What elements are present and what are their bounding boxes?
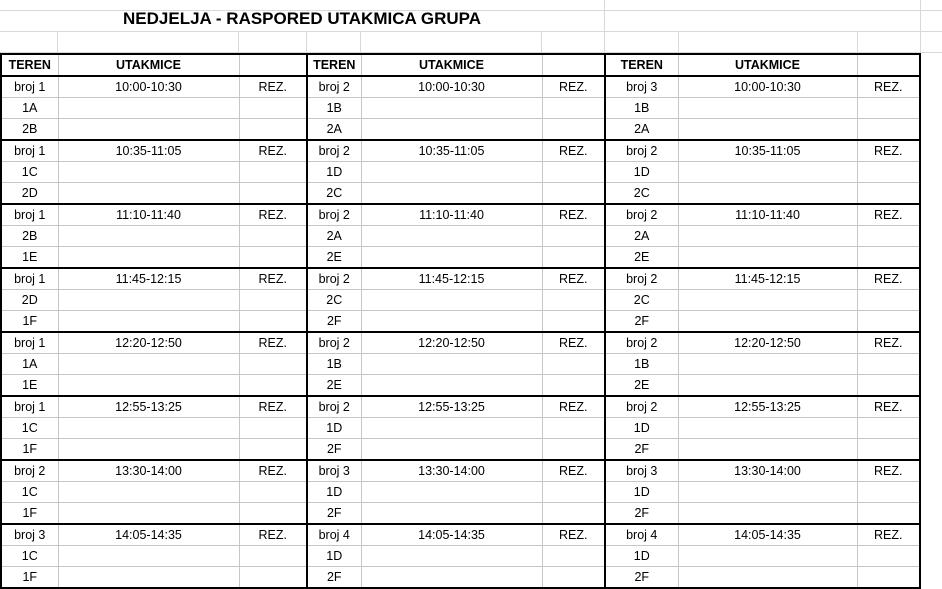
rez-label-cell[interactable]: REZ. xyxy=(542,204,605,226)
match-row-team1 xyxy=(1,98,920,119)
match-cell[interactable] xyxy=(58,98,239,119)
team-cell[interactable]: 1A xyxy=(1,354,58,375)
time-cell[interactable]: 11:45-12:15 xyxy=(58,268,239,290)
match-row-team1 xyxy=(1,162,920,183)
time-cell[interactable]: 14:05-14:35 xyxy=(678,524,857,546)
match-cell[interactable] xyxy=(678,354,857,375)
team-cell[interactable]: 2E xyxy=(307,375,361,397)
team-cell[interactable]: 2C xyxy=(307,183,361,205)
score-cell[interactable] xyxy=(239,375,307,397)
match-cell[interactable] xyxy=(361,503,542,525)
court-cell[interactable]: broj 2 xyxy=(605,332,678,354)
match-cell[interactable] xyxy=(361,162,542,183)
header-utakmice[interactable]: UTAKMICE xyxy=(361,54,542,76)
match-row-team2 xyxy=(1,311,920,333)
court-cell[interactable]: broj 2 xyxy=(307,332,361,354)
match-cell[interactable] xyxy=(58,162,239,183)
rez-label-cell[interactable]: REZ. xyxy=(239,460,307,482)
rez-label-cell[interactable]: REZ. xyxy=(239,76,307,98)
score-cell[interactable] xyxy=(857,119,920,141)
team-cell[interactable]: 2E xyxy=(605,375,678,397)
score-cell[interactable] xyxy=(542,226,605,247)
score-cell[interactable] xyxy=(542,439,605,461)
score-cell[interactable] xyxy=(857,354,920,375)
team-cell[interactable]: 1C xyxy=(1,546,58,567)
team-cell[interactable]: 2C xyxy=(605,290,678,311)
court-cell[interactable]: broj 2 xyxy=(1,460,58,482)
match-row-court xyxy=(1,268,920,290)
match-row-court xyxy=(1,332,920,354)
court-cell[interactable]: broj 3 xyxy=(1,524,58,546)
team-cell[interactable]: 1C xyxy=(1,162,58,183)
match-cell[interactable] xyxy=(58,503,239,525)
team-cell[interactable]: 1B xyxy=(307,98,361,119)
match-row-court xyxy=(1,204,920,226)
court-cell[interactable]: broj 2 xyxy=(307,76,361,98)
time-cell[interactable]: 13:30-14:00 xyxy=(678,460,857,482)
score-cell[interactable] xyxy=(857,98,920,119)
match-cell[interactable] xyxy=(361,226,542,247)
match-cell[interactable] xyxy=(678,439,857,461)
match-cell[interactable] xyxy=(361,439,542,461)
rez-label-cell[interactable]: REZ. xyxy=(239,332,307,354)
score-cell[interactable] xyxy=(542,98,605,119)
court-cell[interactable]: broj 4 xyxy=(307,524,361,546)
score-cell[interactable] xyxy=(239,247,307,269)
team-cell[interactable]: 1C xyxy=(1,418,58,439)
team-cell[interactable]: 2F xyxy=(307,567,361,589)
team-cell[interactable]: 2F xyxy=(605,439,678,461)
match-cell[interactable] xyxy=(58,546,239,567)
court-cell[interactable]: broj 2 xyxy=(307,396,361,418)
court-cell[interactable]: broj 2 xyxy=(605,140,678,162)
team-cell[interactable]: 2F xyxy=(307,503,361,525)
team-cell[interactable]: 1D xyxy=(605,162,678,183)
match-cell[interactable] xyxy=(361,183,542,205)
match-row-team1 xyxy=(1,546,920,567)
match-cell[interactable] xyxy=(678,226,857,247)
rez-label-cell[interactable]: REZ. xyxy=(857,204,920,226)
score-cell[interactable] xyxy=(542,162,605,183)
match-cell[interactable] xyxy=(361,119,542,141)
team-cell[interactable]: 2E xyxy=(307,247,361,269)
score-cell[interactable] xyxy=(239,354,307,375)
time-cell[interactable]: 10:35-11:05 xyxy=(58,140,239,162)
match-cell[interactable] xyxy=(58,418,239,439)
team-cell[interactable]: 2E xyxy=(605,247,678,269)
time-cell[interactable]: 10:00-10:30 xyxy=(678,76,857,98)
match-cell[interactable] xyxy=(58,567,239,589)
court-cell[interactable]: broj 1 xyxy=(1,396,58,418)
time-cell[interactable]: 12:55-13:25 xyxy=(361,396,542,418)
team-cell[interactable]: 1D xyxy=(605,546,678,567)
match-cell[interactable] xyxy=(58,375,239,397)
rez-label-cell[interactable]: REZ. xyxy=(542,396,605,418)
team-cell[interactable]: 2C xyxy=(307,290,361,311)
match-cell[interactable] xyxy=(58,290,239,311)
team-cell[interactable]: 1E xyxy=(1,375,58,397)
match-cell[interactable] xyxy=(58,354,239,375)
team-cell[interactable]: 2D xyxy=(1,290,58,311)
court-cell[interactable]: broj 3 xyxy=(605,460,678,482)
score-cell[interactable] xyxy=(239,546,307,567)
score-cell[interactable] xyxy=(542,183,605,205)
team-cell[interactable]: 1F xyxy=(1,503,58,525)
team-cell[interactable]: 2F xyxy=(307,439,361,461)
match-row-team2 xyxy=(1,567,920,589)
time-cell[interactable]: 12:20-12:50 xyxy=(58,332,239,354)
score-cell[interactable] xyxy=(542,119,605,141)
court-cell[interactable]: broj 1 xyxy=(1,268,58,290)
rez-label-cell[interactable]: REZ. xyxy=(542,524,605,546)
rez-label-cell[interactable]: REZ. xyxy=(542,332,605,354)
team-cell[interactable]: 2C xyxy=(605,183,678,205)
match-row-court xyxy=(1,140,920,162)
team-cell[interactable]: 1F xyxy=(1,567,58,589)
rez-label-cell[interactable]: REZ. xyxy=(857,396,920,418)
team-cell[interactable]: 1F xyxy=(1,311,58,333)
score-cell[interactable] xyxy=(857,567,920,589)
team-cell[interactable]: 2F xyxy=(605,503,678,525)
rez-label-cell[interactable]: REZ. xyxy=(857,268,920,290)
score-cell[interactable] xyxy=(857,290,920,311)
court-cell[interactable]: broj 1 xyxy=(1,332,58,354)
team-cell[interactable]: 2F xyxy=(605,567,678,589)
court-cell[interactable]: broj 1 xyxy=(1,204,58,226)
time-cell[interactable]: 12:20-12:50 xyxy=(361,332,542,354)
time-cell[interactable]: 10:00-10:30 xyxy=(361,76,542,98)
team-cell[interactable]: 1D xyxy=(605,482,678,503)
score-cell[interactable] xyxy=(857,162,920,183)
rez-label-cell[interactable]: REZ. xyxy=(857,524,920,546)
rez-label-cell[interactable]: REZ. xyxy=(542,268,605,290)
score-cell[interactable] xyxy=(857,503,920,525)
match-cell[interactable] xyxy=(678,247,857,269)
score-cell[interactable] xyxy=(239,503,307,525)
score-cell[interactable] xyxy=(542,311,605,333)
team-cell[interactable]: 1E xyxy=(1,247,58,269)
match-cell[interactable] xyxy=(361,247,542,269)
score-cell[interactable] xyxy=(239,290,307,311)
score-cell[interactable] xyxy=(542,247,605,269)
score-cell[interactable] xyxy=(239,119,307,141)
header-utakmice[interactable]: UTAKMICE xyxy=(58,54,239,76)
score-cell[interactable] xyxy=(239,482,307,503)
time-cell[interactable]: 12:20-12:50 xyxy=(678,332,857,354)
match-row-team1 xyxy=(1,226,920,247)
header-teren[interactable]: TEREN xyxy=(1,54,58,76)
team-cell[interactable]: 2F xyxy=(605,311,678,333)
match-cell[interactable] xyxy=(58,311,239,333)
match-cell[interactable] xyxy=(58,439,239,461)
match-row-team1 xyxy=(1,482,920,503)
court-cell[interactable]: broj 2 xyxy=(307,140,361,162)
match-row-team2 xyxy=(1,119,920,141)
time-cell[interactable]: 10:00-10:30 xyxy=(58,76,239,98)
match-cell[interactable] xyxy=(361,418,542,439)
score-cell[interactable] xyxy=(542,546,605,567)
match-cell[interactable] xyxy=(678,418,857,439)
time-cell[interactable]: 11:45-12:15 xyxy=(361,268,542,290)
header-blank[interactable] xyxy=(239,54,307,76)
court-cell[interactable]: broj 2 xyxy=(307,204,361,226)
court-cell[interactable]: broj 4 xyxy=(605,524,678,546)
match-row-team2 xyxy=(1,183,920,205)
score-cell[interactable] xyxy=(857,311,920,333)
match-cell[interactable] xyxy=(361,546,542,567)
team-cell[interactable]: 1D xyxy=(307,482,361,503)
score-cell[interactable] xyxy=(239,567,307,589)
header-teren[interactable]: TEREN xyxy=(605,54,678,76)
time-cell[interactable]: 11:10-11:40 xyxy=(361,204,542,226)
score-cell[interactable] xyxy=(542,290,605,311)
time-cell[interactable]: 12:55-13:25 xyxy=(58,396,239,418)
score-cell[interactable] xyxy=(857,226,920,247)
rez-label-cell[interactable]: REZ. xyxy=(857,460,920,482)
team-cell[interactable]: 1B xyxy=(307,354,361,375)
rez-label-cell[interactable]: REZ. xyxy=(239,268,307,290)
score-cell[interactable] xyxy=(542,567,605,589)
team-cell[interactable]: 1D xyxy=(307,546,361,567)
score-cell[interactable] xyxy=(542,418,605,439)
score-cell[interactable] xyxy=(857,247,920,269)
time-cell[interactable]: 13:30-14:00 xyxy=(58,460,239,482)
match-cell[interactable] xyxy=(678,162,857,183)
team-cell[interactable]: 2A xyxy=(605,226,678,247)
match-cell[interactable] xyxy=(678,98,857,119)
time-cell[interactable]: 13:30-14:00 xyxy=(361,460,542,482)
header-utakmice[interactable]: UTAKMICE xyxy=(678,54,857,76)
header-teren[interactable]: TEREN xyxy=(307,54,361,76)
match-cell[interactable] xyxy=(678,119,857,141)
score-cell[interactable] xyxy=(239,98,307,119)
rez-label-cell[interactable]: REZ. xyxy=(239,396,307,418)
team-cell[interactable]: 2F xyxy=(307,311,361,333)
court-cell[interactable]: broj 1 xyxy=(1,140,58,162)
time-cell[interactable]: 11:10-11:40 xyxy=(678,204,857,226)
score-cell[interactable] xyxy=(239,418,307,439)
team-cell[interactable]: 2D xyxy=(1,183,58,205)
match-row-team2 xyxy=(1,247,920,269)
match-cell[interactable] xyxy=(58,119,239,141)
time-cell[interactable]: 12:55-13:25 xyxy=(678,396,857,418)
score-cell[interactable] xyxy=(857,439,920,461)
score-cell[interactable] xyxy=(542,375,605,397)
team-cell[interactable]: 1B xyxy=(605,98,678,119)
match-row-team2 xyxy=(1,375,920,397)
time-cell[interactable]: 10:35-11:05 xyxy=(678,140,857,162)
team-cell[interactable]: 2A xyxy=(605,119,678,141)
court-cell[interactable]: broj 2 xyxy=(605,268,678,290)
match-row-court xyxy=(1,76,920,98)
court-cell[interactable]: broj 2 xyxy=(307,268,361,290)
header-blank[interactable] xyxy=(542,54,605,76)
time-cell[interactable]: 14:05-14:35 xyxy=(58,524,239,546)
match-cell[interactable] xyxy=(361,482,542,503)
score-cell[interactable] xyxy=(239,311,307,333)
header-row xyxy=(1,54,920,76)
header-blank[interactable] xyxy=(857,54,920,76)
score-cell[interactable] xyxy=(239,162,307,183)
match-cell[interactable] xyxy=(58,183,239,205)
match-cell[interactable] xyxy=(361,567,542,589)
time-cell[interactable]: 11:45-12:15 xyxy=(678,268,857,290)
match-cell[interactable] xyxy=(678,311,857,333)
rez-label-cell[interactable]: REZ. xyxy=(857,332,920,354)
rez-label-cell[interactable]: REZ. xyxy=(542,76,605,98)
match-cell[interactable] xyxy=(361,290,542,311)
match-cell[interactable] xyxy=(58,482,239,503)
team-cell[interactable]: 1D xyxy=(605,418,678,439)
team-cell[interactable]: 1D xyxy=(307,162,361,183)
match-cell[interactable] xyxy=(678,183,857,205)
rez-label-cell[interactable]: REZ. xyxy=(239,204,307,226)
score-cell[interactable] xyxy=(542,503,605,525)
match-row-court xyxy=(1,524,920,546)
match-cell[interactable] xyxy=(678,375,857,397)
time-cell[interactable]: 11:10-11:40 xyxy=(58,204,239,226)
rez-label-cell[interactable]: REZ. xyxy=(857,140,920,162)
court-cell[interactable]: broj 2 xyxy=(605,396,678,418)
rez-label-cell[interactable]: REZ. xyxy=(239,524,307,546)
match-cell[interactable] xyxy=(361,354,542,375)
score-cell[interactable] xyxy=(857,418,920,439)
score-cell[interactable] xyxy=(542,354,605,375)
match-row-team2 xyxy=(1,503,920,525)
team-cell[interactable]: 1A xyxy=(1,98,58,119)
court-cell[interactable]: broj 3 xyxy=(307,460,361,482)
match-cell[interactable] xyxy=(58,226,239,247)
match-cell[interactable] xyxy=(58,247,239,269)
team-cell[interactable]: 2A xyxy=(307,119,361,141)
sheet-title: NEDJELJA - RASPORED UTAKMICA GRUPA xyxy=(123,9,481,28)
match-row-team1 xyxy=(1,418,920,439)
time-cell[interactable]: 10:35-11:05 xyxy=(361,140,542,162)
score-cell[interactable] xyxy=(239,183,307,205)
time-cell[interactable]: 14:05-14:35 xyxy=(361,524,542,546)
court-cell[interactable]: broj 3 xyxy=(605,76,678,98)
match-cell[interactable] xyxy=(678,567,857,589)
score-cell[interactable] xyxy=(857,183,920,205)
rez-label-cell[interactable]: REZ. xyxy=(857,76,920,98)
match-row-court xyxy=(1,396,920,418)
team-cell[interactable]: 2B xyxy=(1,226,58,247)
match-cell[interactable] xyxy=(678,503,857,525)
match-cell[interactable] xyxy=(678,482,857,503)
team-cell[interactable]: 2A xyxy=(307,226,361,247)
match-cell[interactable] xyxy=(678,546,857,567)
match-cell[interactable] xyxy=(361,311,542,333)
score-cell[interactable] xyxy=(239,439,307,461)
score-cell[interactable] xyxy=(857,375,920,397)
rez-label-cell[interactable]: REZ. xyxy=(542,460,605,482)
score-cell[interactable] xyxy=(542,482,605,503)
rez-label-cell[interactable]: REZ. xyxy=(239,140,307,162)
team-cell[interactable]: 1F xyxy=(1,439,58,461)
court-cell[interactable]: broj 2 xyxy=(605,204,678,226)
team-cell[interactable]: 1B xyxy=(605,354,678,375)
score-cell[interactable] xyxy=(857,482,920,503)
team-cell[interactable]: 1C xyxy=(1,482,58,503)
match-row-team2 xyxy=(1,439,920,461)
rez-label-cell[interactable]: REZ. xyxy=(542,140,605,162)
match-cell[interactable] xyxy=(361,375,542,397)
team-cell[interactable]: 1D xyxy=(307,418,361,439)
team-cell[interactable]: 2B xyxy=(1,119,58,141)
score-cell[interactable] xyxy=(239,226,307,247)
schedule-table xyxy=(0,53,921,589)
score-cell[interactable] xyxy=(857,546,920,567)
match-cell[interactable] xyxy=(678,290,857,311)
match-row-team1 xyxy=(1,290,920,311)
match-cell[interactable] xyxy=(361,98,542,119)
match-row-team1 xyxy=(1,354,920,375)
court-cell[interactable]: broj 1 xyxy=(1,76,58,98)
match-row-court xyxy=(1,460,920,482)
